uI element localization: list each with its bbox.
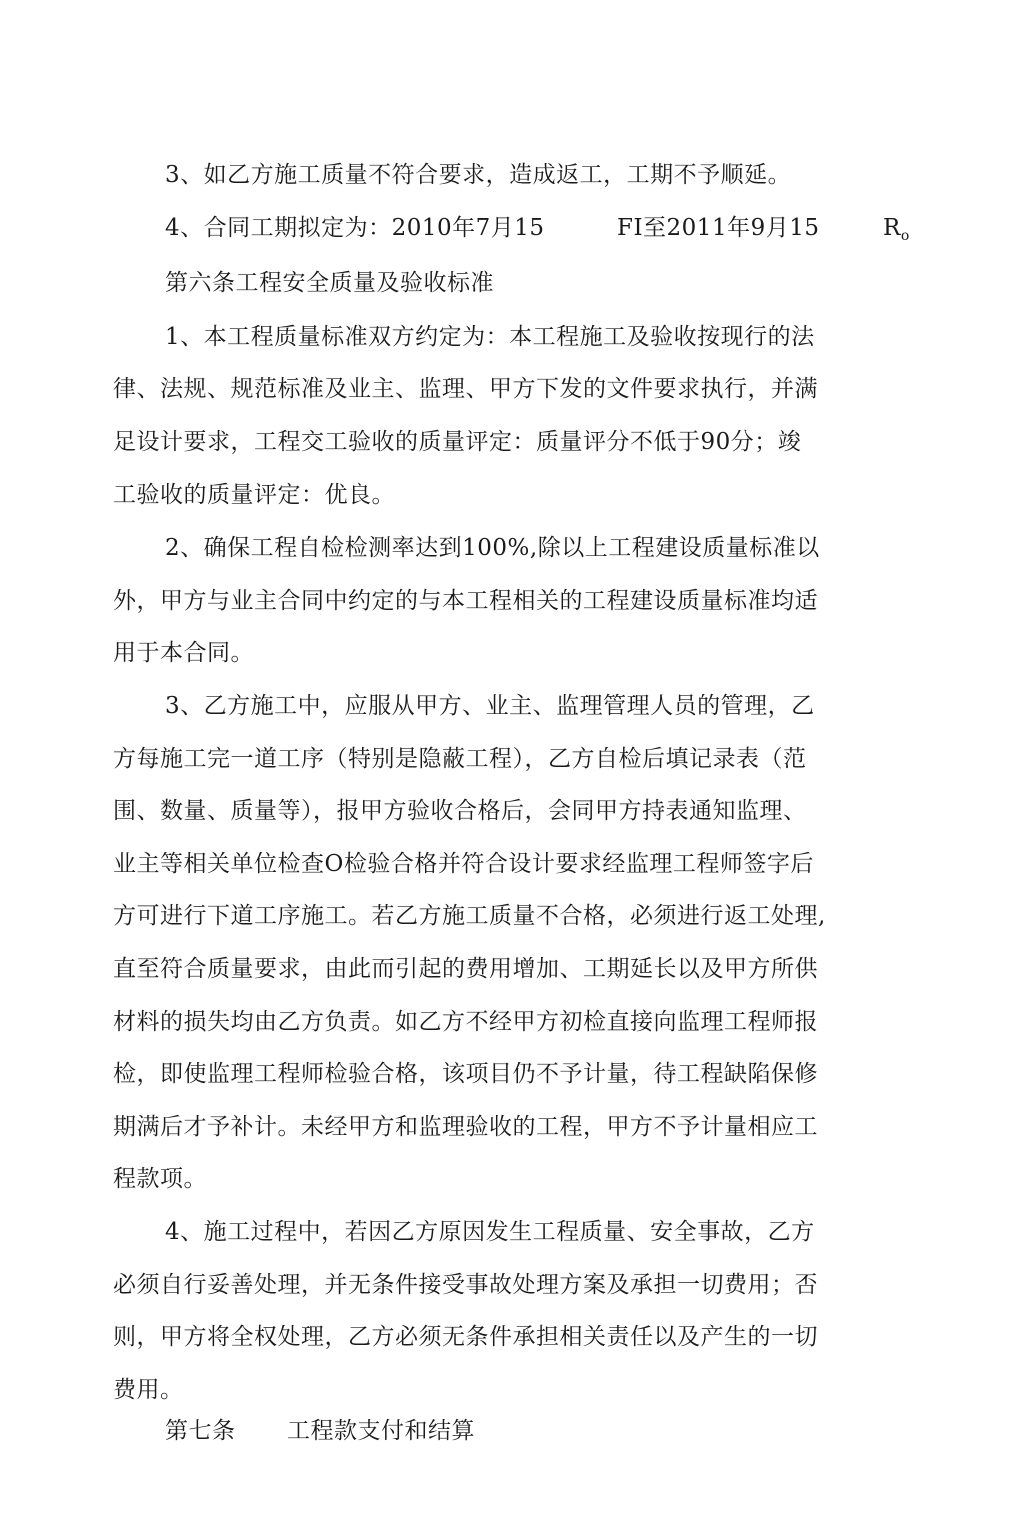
article7-text: 工程款支付和结算 [287, 1418, 475, 1444]
article6-item2-line1: 2、确保工程自检检测率达到100%,除以上工程建设质量标准以 [165, 535, 820, 561]
article6-item3-line8: 检，即使监理工程师检验合格，该项目仍不予计量，待工程缺陷保修 [113, 1061, 818, 1087]
article6-item1-line1: 1、本工程质量标准双方约定为：本工程施工及验收按现行的法 [165, 324, 815, 350]
article6-item3-line7: 材料的损失均由乙方负责。如乙方不经甲方初检直接向监理工程师报 [113, 1009, 818, 1035]
article6-item3-line10: 程款项。 [113, 1166, 207, 1192]
article6-item3-line1: 3、乙方施工中，应服从甲方、业主、监理管理人员的管理，乙 [165, 693, 815, 719]
article6-item4-line3: 则，甲方将全权处理，乙方必须无条件承担相关责任以及产生的一切 [113, 1324, 818, 1350]
article6-item3-line3: 围、数量、质量等），报甲方验收合格后，会同甲方持表通知监理、 [113, 798, 807, 824]
article6-item3-line4: 业主等相关单位检查O检验合格并符合设计要求经监理工程师签字后 [113, 851, 814, 877]
item3-delay-clause: 3、如乙方施工质量不符合要求，造成返工，工期不予顺延。 [165, 162, 792, 188]
article6-item2-line3: 用于本合同。 [113, 640, 254, 666]
article6-item3-line9: 期满后才予补计。未经甲方和监理验收的工程，甲方不予计量相应工 [113, 1114, 818, 1140]
article6-item3-line6: 直至符合质量要求，由此而引起的费用增加、工期延长以及甲方所供 [113, 956, 818, 982]
article6-item1-line2: 律、法规、规范标准及业主、监理、甲方下发的文件要求执行，并满 [113, 376, 818, 402]
article6-item4-line1: 4、施工过程中，若因乙方原因发生工程质量、安全事故，乙方 [165, 1219, 815, 1245]
period-end: FI至2011年9月15 [617, 215, 820, 241]
article7-label: 第七条 [165, 1418, 236, 1444]
article6-item4-line2: 必须自行妥善处理，并无条件接受事故处理方案及承担一切费用；否 [113, 1272, 818, 1298]
period-start: 4、合同工期拟定为：2010年7月15 [165, 215, 545, 241]
article6-item1-line3: 足设计要求，工程交工验收的质量评定：质量评分不低于90分；竣 [113, 429, 802, 455]
article6-item3-line5: 方可进行下道工序施工。若乙方施工质量不合格，必须进行返工处理, [113, 903, 826, 929]
period-tail: $R_o$ [883, 215, 910, 244]
article6-item3-line2: 方每施工完一道工序（特别是隐蔽工程），乙方自检后填记录表（范 [113, 746, 807, 772]
article6-item2-line2: 外，甲方与业主合同中约定的与本工程相关的工程建设质量标准均适 [113, 588, 818, 614]
item4-contract-period [165, 213, 925, 245]
article6-item1-line4: 工验收的质量评定：优良。 [113, 482, 395, 508]
article6-item4-line4: 费用。 [113, 1377, 184, 1403]
article7-title [165, 1416, 565, 1448]
article6-title: 第六条工程安全质量及验收标准 [165, 270, 494, 296]
